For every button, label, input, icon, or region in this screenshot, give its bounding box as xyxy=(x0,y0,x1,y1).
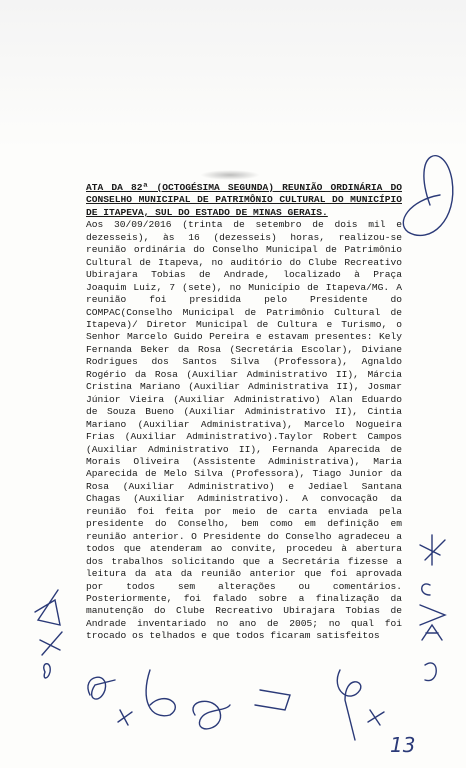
signature-top-right xyxy=(403,156,453,236)
document-title: ATA DA 82ª (OCTOGÉSIMA SEGUNDA) REUNIÃO ORDINÁRIA DO CONSELHO MUNICIPAL DE PATRIMÔNIO CULTURAL DO MUNICÍPIO DE ITAPEVA, SUL DO ESTADO DE MINAS GERAIS. xyxy=(86,182,402,218)
document-body: Aos 30/09/2016 (trinta de setembro de dois mil e dezesseis), às 16 (dezesseis) horas, realizou-se reunião ordinária do Conselho Municipal de Patrimônio Cultural de Itapeva, no auditório do Clube Recreativo Ubirajara Tobias de Andrade, localizado à Praça Joaquim Luiz, 7 (sete), no Município de Itapeva/MG. A reunião foi presidida pelo Presidente do COMPAC(Conselho Municipal de Patrimônio Cultural de Itapeva)/ Diretor Municipal de Cultura e Turismo, o Senhor Marcelo Guido Pereira e estavam presentes: Kely Fernanda Beker da Rosa (Secretária Escolar), Diviane Rodrigues dos Santos Silva (Professora), Agnaldo Rogério da Rosa (Auxiliar Administrativo II), Márcia Cristina Mariano (Auxiliar Administrativa II), Josmar Júnior Vieira (Auxiliar Administrativo) Alan Eduardo de Souza Bueno (Auxiliar Administrativo II), Cintia Mariano (Auxiliar Administrativa), Marcelo Nogueira Frias (Auxiliar Administrativo).Taylor Robert Campos (Auxiliar Administrativo II), Fernanda Aparecida de Morais Oliveira (Assistente Administrativa), Maria Aparecida de Melo Silva (Professora), Tiago Junior da Rosa (Auxiliar Administrativo) e Jediael Santana Chagas (Auxiliar Administrativo). A convocação da reunião foi feita por meio de carta enviada pela presidente do Conselho, bem como em definição em reunião anterior. O Presidente do Conselho agradeceu a todos que atenderam ao convite, procedeu à abertura dos trabalhos solicitando que a Secretária fizesse a leitura da ata da reunião anterior que foi aprovada por todos sem alterações ou comentários. Posteriormente, foi falado sobre a finalização da manutenção do Clube Recreativo Ubirajara Tobias de Andrade inventariado no ano de 2005; no qual foi trocado os telhados e que todos ficaram satisfeitos xyxy=(86,219,402,642)
initial-left-1 xyxy=(35,590,60,625)
initial-right-3 xyxy=(420,605,445,625)
signature-bottom-2 xyxy=(118,710,132,725)
initial-left-3 xyxy=(44,664,50,678)
initial-right-4 xyxy=(422,625,442,640)
signature-bottom-4 xyxy=(193,701,230,729)
initial-right-2 xyxy=(422,584,430,595)
initial-left-2 xyxy=(40,632,62,655)
signature-bottom-6 xyxy=(337,670,361,740)
signature-bottom-1 xyxy=(88,677,115,699)
signature-bottom-3 xyxy=(146,670,175,716)
scan-smudge xyxy=(200,170,260,180)
initial-right-5 xyxy=(425,663,436,681)
minutes-text xyxy=(86,182,402,643)
signature-bottom-7 xyxy=(368,710,384,725)
initial-right-1 xyxy=(420,535,445,565)
page-number: 13 xyxy=(390,733,416,757)
signature-bottom-5 xyxy=(255,690,290,710)
scan-background xyxy=(0,0,466,150)
